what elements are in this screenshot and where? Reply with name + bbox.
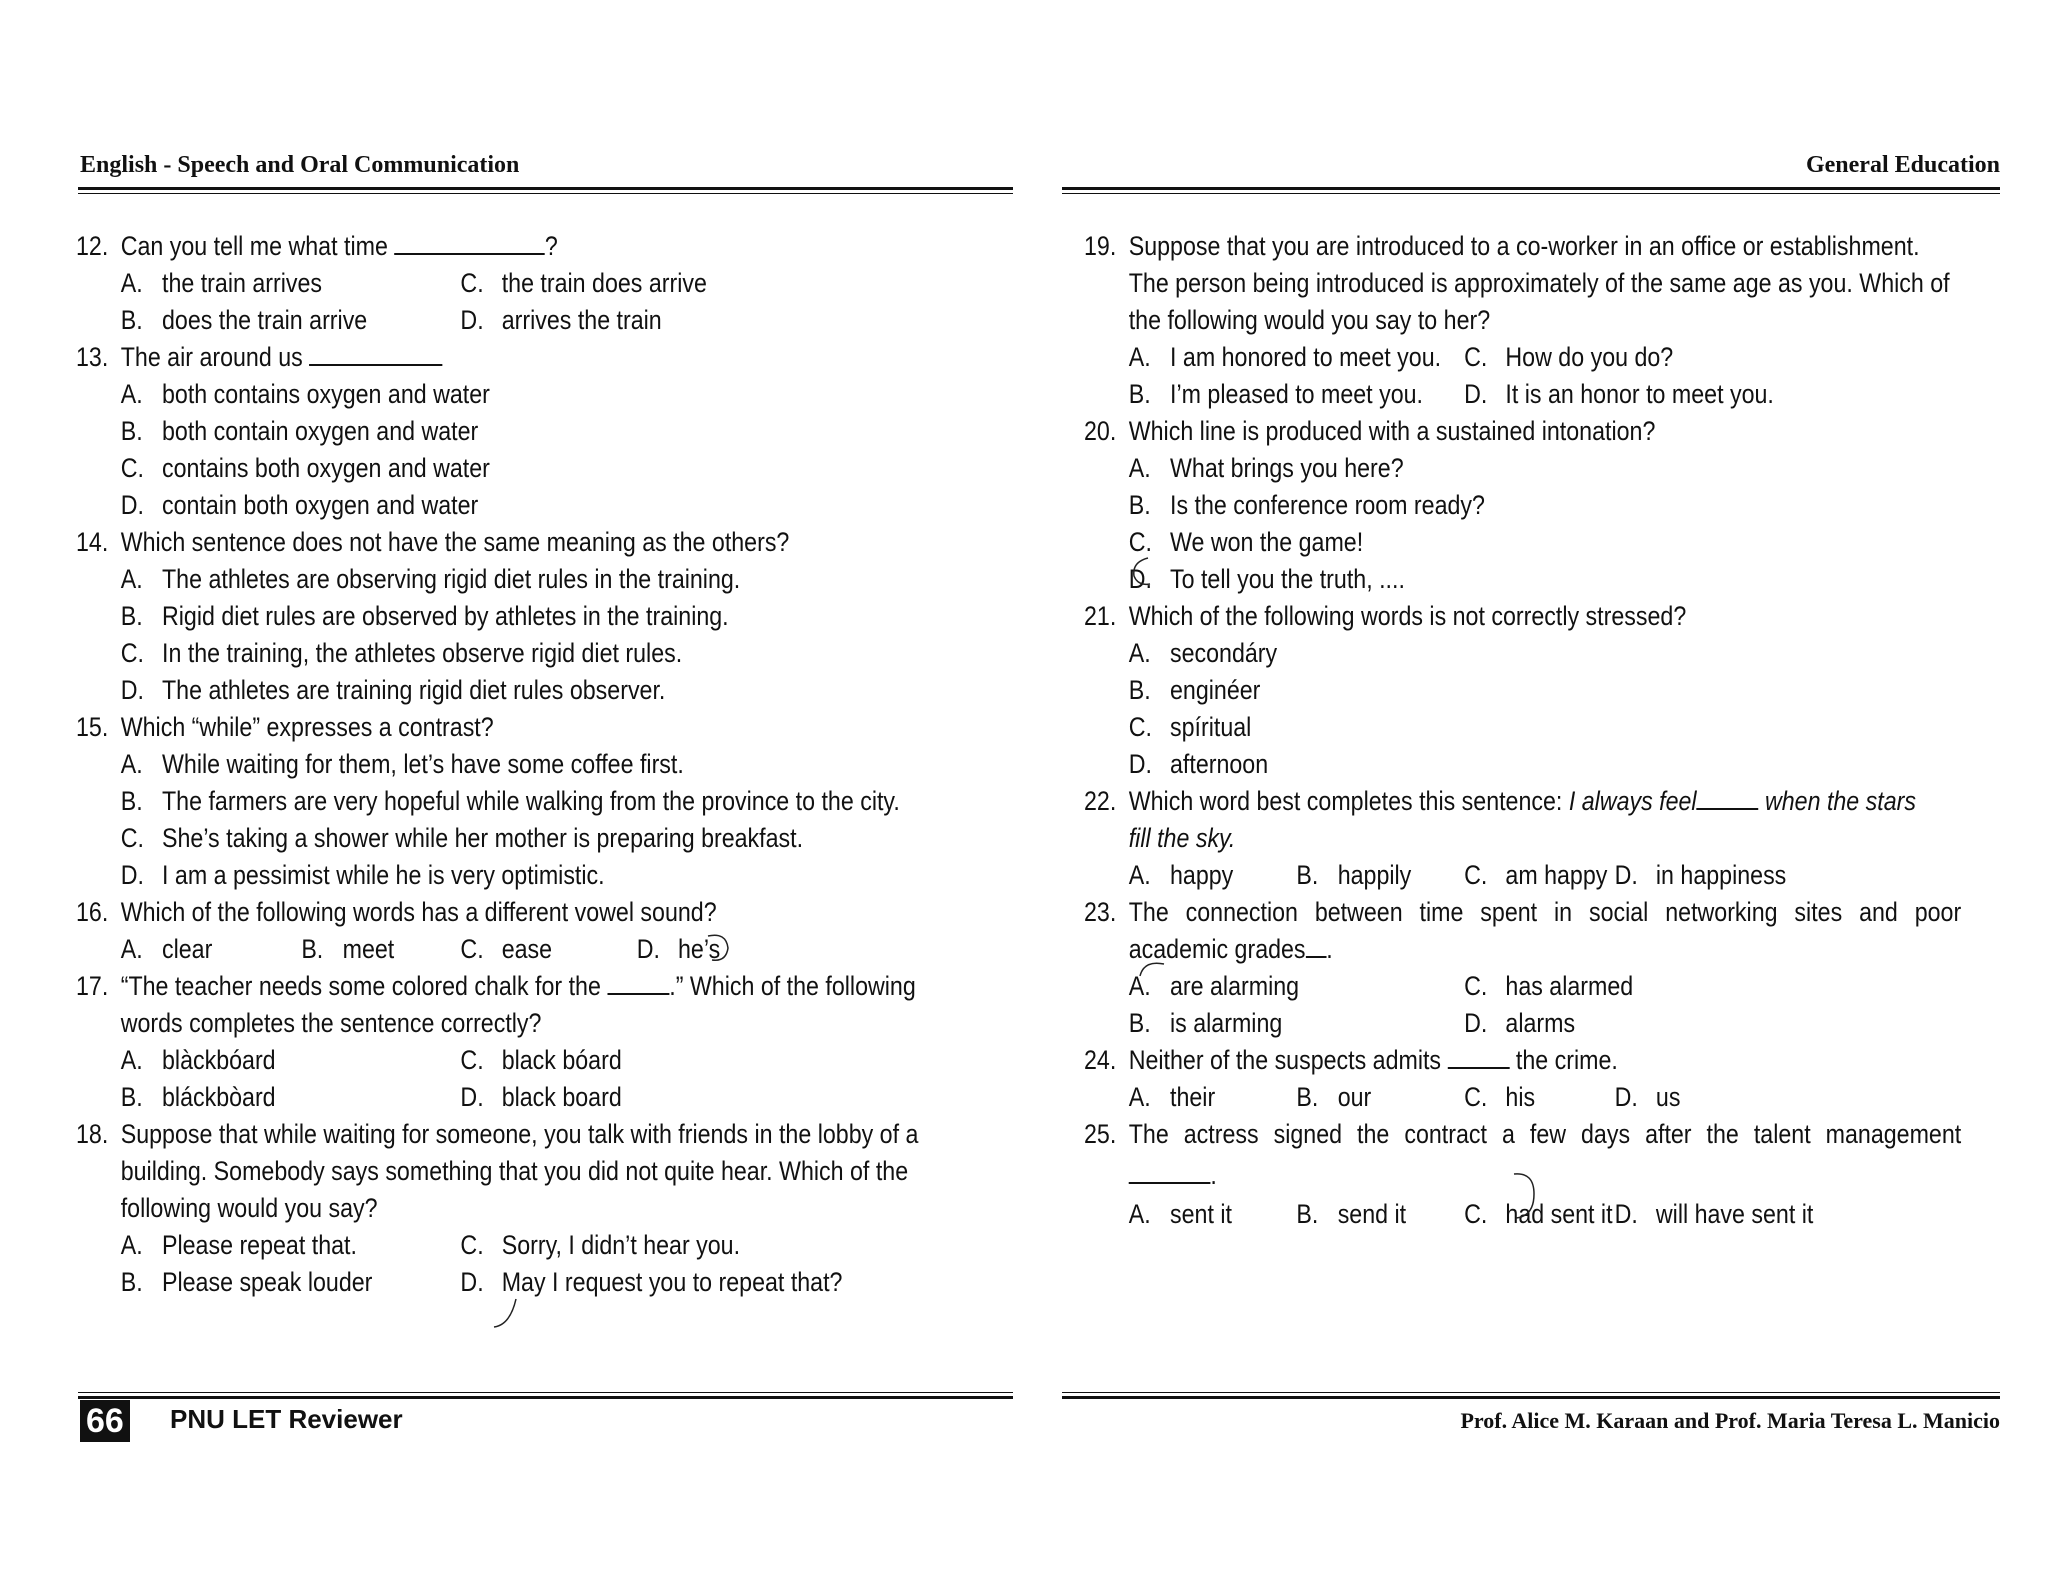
option-a: A. Please repeat that.	[120, 1230, 357, 1260]
question-text: I always feel	[1568, 786, 1697, 816]
option-d: D. The athletes are training rigid diet rules observer.	[120, 675, 666, 705]
question-text: Can you tell me what time	[120, 231, 388, 261]
left-header-rule-thin	[78, 193, 1013, 194]
answer-blank	[1448, 1043, 1510, 1069]
answer-blank	[1306, 932, 1327, 958]
question-text: Neither of the suspects admits	[1128, 1045, 1442, 1075]
option-a: A. I am honored to meet you.	[1128, 342, 1442, 372]
option-d: D. May I request you to repeat that?	[460, 1267, 843, 1297]
question-text: Which word best completes this sentence:	[1128, 786, 1563, 816]
question-number: 25.	[1084, 1119, 1117, 1149]
pen-circle-mark	[700, 930, 736, 966]
option-b: B. is alarming	[1128, 1008, 1283, 1038]
option-d: D. in happiness	[1614, 860, 1787, 890]
question-16	[76, 894, 939, 968]
option-b: B. our	[1296, 1082, 1372, 1112]
option-c: C. the train does arrive	[460, 268, 707, 298]
question-text: Suppose that you are introduced to a co-worker in an office or establishment.	[1128, 231, 1920, 261]
question-text: Which line is produced with a sustained intonation?	[1128, 416, 1656, 446]
question-text: fill the sky.	[1128, 823, 1236, 853]
option-c: C. spíritual	[1128, 712, 1252, 742]
option-c: C. black bóard	[460, 1045, 622, 1075]
option-b: B. does the train arrive	[120, 305, 368, 335]
left-footer-rule	[78, 1392, 1013, 1393]
option-b: B. bláckbòard	[120, 1082, 276, 1112]
option-c: C. ease	[460, 934, 553, 964]
option-c: C. his	[1464, 1082, 1536, 1112]
option-d: D. will have sent it	[1614, 1199, 1814, 1229]
footer-authors: Prof. Alice M. Karaan and Prof. Maria Teresa L. Manicio	[1460, 1408, 2000, 1433]
option-b: B. Rigid diet rules are observed by athletes in the training.	[120, 601, 729, 631]
question-text: ?	[544, 231, 558, 261]
question-number: 17.	[76, 971, 109, 1001]
question-text: the following would you say to her?	[1128, 305, 1491, 335]
question-18	[76, 1116, 939, 1301]
question-number: 21.	[1084, 601, 1117, 631]
option-d: D. It is an honor to meet you.	[1464, 379, 1774, 409]
question-13	[76, 339, 939, 524]
option-b: B. happily	[1296, 860, 1412, 890]
option-c: C. am happy	[1464, 860, 1608, 890]
option-a: A. The athletes are observing rigid diet rules in the training.	[120, 564, 741, 594]
pen-check-mark	[490, 1295, 530, 1335]
question-number: 14.	[76, 527, 109, 557]
option-a: A. What brings you here?	[1128, 453, 1404, 483]
pen-circle-mark	[1136, 956, 1170, 986]
question-text: words completes the sentence correctly?	[120, 1008, 542, 1038]
question-20	[1084, 413, 1961, 598]
right-questions	[1084, 228, 1961, 1233]
question-15	[76, 709, 939, 894]
question-number: 24.	[1084, 1045, 1117, 1075]
question-text: The actress signed the contract a few days after the talent management	[1128, 1119, 1962, 1149]
question-14	[76, 524, 939, 709]
question-text: Suppose that while waiting for someone, you talk with friends in the lobby of a	[120, 1119, 919, 1149]
question-text: building. Somebody says something that you did not quite hear. Which of the	[120, 1156, 909, 1186]
page-number-badge: 66	[80, 1400, 130, 1442]
question-text: when the stars	[1764, 786, 1916, 816]
option-d: D. he’s	[636, 934, 721, 964]
option-d: D. us	[1614, 1082, 1681, 1112]
question-number: 22.	[1084, 786, 1117, 816]
option-d: D. alarms	[1464, 1008, 1576, 1038]
question-text: Which sentence does not have the same meaning as the others?	[120, 527, 790, 557]
right-header-rule-thin	[1062, 193, 2000, 194]
question-23	[1084, 894, 1961, 1042]
right-page	[1024, 0, 2048, 1582]
question-24	[1084, 1042, 1961, 1116]
left-footer-rule-thick	[78, 1396, 1013, 1399]
option-a: A. secondáry	[1128, 638, 1278, 668]
right-header-rule	[1062, 187, 2000, 190]
option-a: A. happy	[1128, 860, 1234, 890]
question-text: .	[1326, 934, 1333, 964]
right-header-title: General Education	[1805, 152, 2000, 178]
question-text: the crime.	[1515, 1045, 1618, 1075]
option-b: B. enginéer	[1128, 675, 1261, 705]
right-footer-rule-thick	[1062, 1396, 2000, 1399]
question-text: The person being introduced is approximately of the same age as you. Which of	[1128, 268, 1950, 298]
option-b: B. meet	[301, 934, 395, 964]
option-c: C. contains both oxygen and water	[120, 453, 490, 483]
question-number: 15.	[76, 712, 109, 742]
question-21	[1084, 598, 1961, 783]
option-c: C. She’s taking a shower while her mother is preparing breakfast.	[120, 823, 804, 853]
right-footer-rule	[1062, 1392, 2000, 1393]
option-d: D. I am a pessimist while he is very optimistic.	[120, 860, 605, 890]
left-header-rule	[78, 187, 1013, 190]
option-c: C. In the training, the athletes observe rigid diet rules.	[120, 638, 683, 668]
question-number: 12.	[76, 231, 109, 261]
left-header-title: English - Speech and Oral Communication	[80, 152, 520, 178]
option-a: A. are alarming	[1128, 971, 1300, 1001]
answer-blank	[309, 340, 442, 366]
option-d: D. contain both oxygen and water	[120, 490, 479, 520]
question-text: following would you say?	[120, 1193, 378, 1223]
option-d: D. black board	[460, 1082, 622, 1112]
question-12	[76, 228, 939, 339]
option-a: A. clear	[120, 934, 213, 964]
question-number: 19.	[1084, 231, 1117, 261]
question-text: .” Which of the following	[669, 971, 916, 1001]
option-c: C. We won the game!	[1128, 527, 1364, 557]
option-c: C. How do you do?	[1464, 342, 1674, 372]
question-number: 16.	[76, 897, 109, 927]
option-b: B. I’m pleased to meet you.	[1128, 379, 1423, 409]
option-a: A. blàckbóard	[120, 1045, 276, 1075]
question-number: 20.	[1084, 416, 1117, 446]
question-17	[76, 968, 939, 1116]
question-19	[1084, 228, 1961, 413]
question-number: 23.	[1084, 897, 1117, 927]
question-text: The connection between time spent in social networking sites and poor	[1128, 897, 1962, 927]
option-d: D. To tell you the truth, ....	[1128, 564, 1405, 594]
option-d: D. arrives the train	[460, 305, 662, 335]
question-text: .	[1210, 1160, 1217, 1190]
option-c: C. had sent it	[1464, 1199, 1613, 1229]
answer-blank	[394, 229, 544, 255]
question-text: “The teacher needs some colored chalk for the	[120, 971, 601, 1001]
option-a: A. both contains oxygen and water	[120, 379, 490, 409]
question-number: 13.	[76, 342, 109, 372]
pen-circle-mark	[1128, 554, 1160, 590]
option-c: C. has alarmed	[1464, 971, 1634, 1001]
answer-blank	[607, 969, 669, 995]
question-text: Which of the following words is not correctly stressed?	[1128, 601, 1687, 631]
footer-title: PNU LET Reviewer	[170, 1404, 403, 1434]
option-b: B. The farmers are very hopeful while walking from the province to the city.	[120, 786, 900, 816]
question-text: academic grades	[1128, 934, 1306, 964]
option-b: B. Is the conference room ready?	[1128, 490, 1485, 520]
option-d: D. afternoon	[1128, 749, 1269, 779]
question-text: The air around us	[120, 342, 303, 372]
option-b: B. both contain oxygen and water	[120, 416, 479, 446]
question-22	[1084, 783, 1961, 894]
answer-blank	[1697, 784, 1759, 810]
question-text: Which of the following words has a different vowel sound?	[120, 897, 717, 927]
option-b: B. send it	[1296, 1199, 1407, 1229]
option-a: A. sent it	[1128, 1199, 1232, 1229]
option-a: A. While waiting for them, let’s have some coffee first.	[120, 749, 684, 779]
option-a: A. the train arrives	[120, 268, 323, 298]
option-c: C. Sorry, I didn’t hear you.	[460, 1230, 741, 1260]
left-questions	[76, 228, 939, 1301]
question-text: Which “while” expresses a contrast?	[120, 712, 494, 742]
answer-blank	[1129, 1158, 1211, 1184]
pen-circle-mark	[1504, 1168, 1544, 1224]
option-b: B. Please speak louder	[120, 1267, 373, 1297]
option-a: A. their	[1128, 1082, 1216, 1112]
question-number: 18.	[76, 1119, 109, 1149]
